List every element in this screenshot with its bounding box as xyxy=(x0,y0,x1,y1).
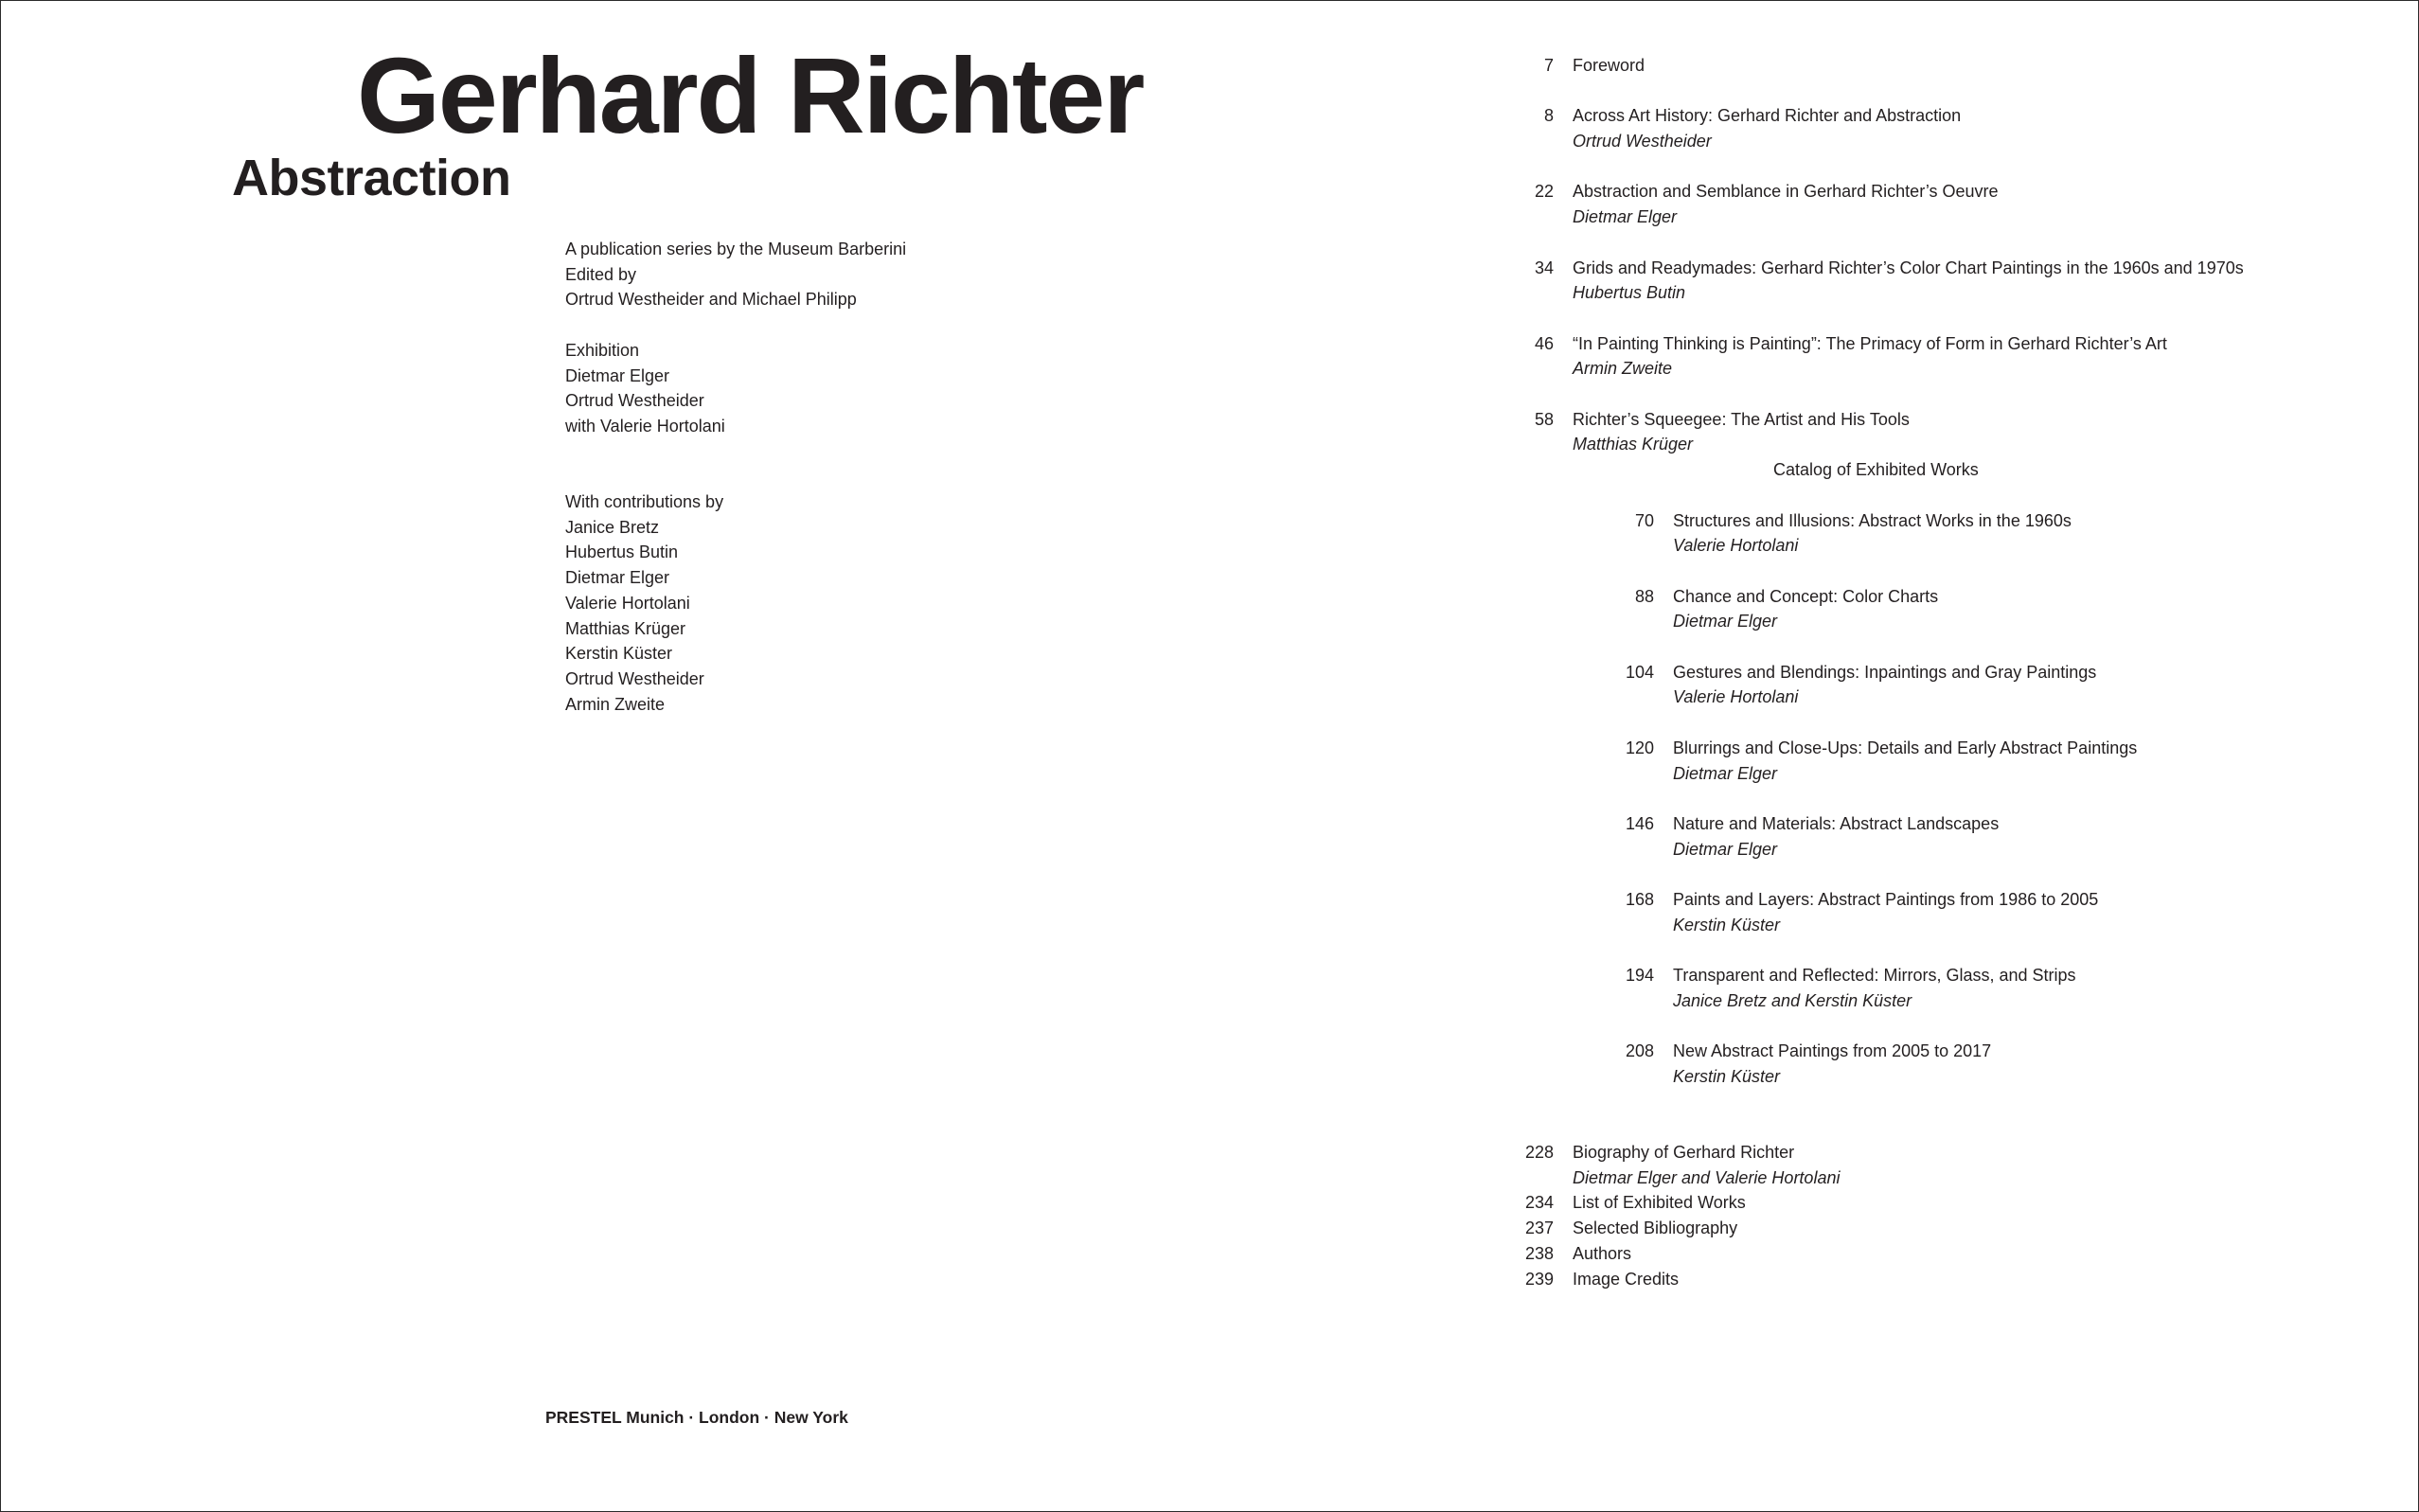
toc-page-number: 239 xyxy=(1524,1269,1554,1289)
contributor-name: Matthias Krüger xyxy=(565,618,686,638)
toc-title: “In Painting Thinking is Painting”: The Primacy of Form in Gerhard Richter’s Art xyxy=(1573,333,2167,353)
toc-entry xyxy=(1607,887,2358,937)
toc-entry xyxy=(1506,1267,2358,1292)
toc-page-number: 194 xyxy=(1625,966,1654,986)
contributor-name: Armin Zweite xyxy=(565,694,666,714)
toc-author: Janice Bretz and Kerstin Küster xyxy=(1673,990,1912,1010)
toc-title: Across Art History: Gerhard Richter and Abstraction xyxy=(1573,106,1962,126)
toc-author: Valerie Hortolani xyxy=(1673,536,1799,556)
toc-title: Grids and Readymades: Gerhard Richter’s Color Chart Paintings in the 1960s and 1970s xyxy=(1573,258,2244,277)
toc-author: Armin Zweite xyxy=(1573,359,1673,379)
toc-entry xyxy=(1607,811,2358,862)
toc-title: Biography of Gerhard Richter xyxy=(1573,1143,1795,1163)
toc-page-number: 58 xyxy=(1534,409,1554,429)
toc-catalog xyxy=(1607,457,2358,1089)
contributor-name: Hubertus Butin xyxy=(565,543,679,562)
toc-author: Matthias Krüger xyxy=(1573,435,1694,454)
credits-block xyxy=(565,237,1285,717)
toc-author: Dietmar Elger xyxy=(1673,763,1778,783)
toc-page-number: 8 xyxy=(1543,106,1554,126)
toc-entry xyxy=(1506,331,2358,382)
toc-title: Transparent and Reflected: Mirrors, Glass, and Strips xyxy=(1673,966,2076,986)
toc-entry xyxy=(1607,584,2358,634)
toc-page-number: 234 xyxy=(1524,1193,1554,1213)
contributor-name: Valerie Hortolani xyxy=(565,593,690,613)
toc-title: Abstraction and Semblance in Gerhard Richter’s Oeuvre xyxy=(1573,182,1999,202)
toc-title: Image Credits xyxy=(1573,1269,1680,1289)
contributor-name: Janice Bretz xyxy=(565,517,660,537)
toc-entry xyxy=(1506,53,2358,79)
toc-author: Hubertus Butin xyxy=(1573,283,1686,303)
toc-title: Nature and Materials: Abstract Landscapes xyxy=(1673,813,2000,833)
exhibition-name: Dietmar Elger xyxy=(565,365,670,385)
toc-page-number: 208 xyxy=(1625,1041,1654,1061)
toc-entry xyxy=(1506,1140,2358,1190)
toc-entry xyxy=(1506,179,2358,229)
toc-entry xyxy=(1607,508,2358,559)
contributor-name: Ortrud Westheider xyxy=(565,668,704,688)
toc-page-number: 120 xyxy=(1625,738,1654,757)
edited-by-label: Edited by xyxy=(565,264,637,284)
toc-title: Foreword xyxy=(1573,56,1645,75)
toc-entry xyxy=(1506,1241,2358,1267)
contributor-name: Dietmar Elger xyxy=(565,568,670,588)
toc-title: New Abstract Paintings from 2005 to 2017 xyxy=(1673,1041,1992,1061)
toc-title: Chance and Concept: Color Charts xyxy=(1673,586,1939,606)
toc-page-number: 168 xyxy=(1625,890,1654,910)
toc-page-number: 146 xyxy=(1625,813,1654,833)
catalog-heading: Catalog of Exhibited Works xyxy=(1773,460,1979,480)
toc-appendix xyxy=(1506,1140,2358,1291)
toc-entry xyxy=(1506,103,2358,153)
toc-author: Valerie Hortolani xyxy=(1673,687,1799,707)
toc-title: List of Exhibited Works xyxy=(1573,1193,1746,1213)
toc-entry xyxy=(1506,407,2358,457)
contributor-name: Kerstin Küster xyxy=(565,644,673,664)
toc-entry xyxy=(1607,963,2358,1013)
toc-entry xyxy=(1607,736,2358,786)
toc-entry xyxy=(1607,1039,2358,1089)
toc-title: Paints and Layers: Abstract Paintings from 1986 to 2005 xyxy=(1673,890,2099,910)
toc-author: Dietmar Elger xyxy=(1673,839,1778,859)
toc-title: Authors xyxy=(1573,1243,1632,1263)
toc-author: Kerstin Küster xyxy=(1673,915,1781,934)
toc-page-number: 238 xyxy=(1524,1243,1554,1263)
book-title: Gerhard Richter xyxy=(357,36,1144,155)
toc-author: Dietmar Elger xyxy=(1573,207,1678,227)
toc-page-number: 7 xyxy=(1543,56,1554,75)
toc-entry xyxy=(1506,256,2358,306)
toc-author: Dietmar Elger xyxy=(1673,612,1778,631)
table-of-contents xyxy=(1506,53,2358,1291)
toc-page-number: 88 xyxy=(1634,586,1654,606)
contributions-label: With contributions by xyxy=(565,492,724,511)
toc-page-number: 70 xyxy=(1634,510,1654,530)
toc-title: Gestures and Blendings: Inpaintings and Gray Paintings xyxy=(1673,662,2097,682)
toc-essays xyxy=(1506,53,2358,457)
toc-entry xyxy=(1607,660,2358,710)
toc-page-number: 46 xyxy=(1534,333,1554,353)
book-subtitle: Abstraction xyxy=(232,150,511,206)
exhibition-name: Ortrud Westheider xyxy=(565,391,704,411)
toc-title: Selected Bibliography xyxy=(1573,1218,1738,1238)
publisher-imprint: PRESTEL Munich · London · New York xyxy=(545,1408,848,1427)
toc-entry xyxy=(1506,1190,2358,1216)
toc-page-number: 34 xyxy=(1534,258,1554,277)
editors-line: Ortrud Westheider and Michael Philipp xyxy=(565,290,857,310)
toc-title: Blurrings and Close-Ups: Details and Early Abstract Paintings xyxy=(1673,738,2138,757)
toc-page-number: 237 xyxy=(1524,1218,1554,1238)
toc-author: Ortrud Westheider xyxy=(1573,132,1712,151)
exhibition-label: Exhibition xyxy=(565,340,640,360)
toc-page-number: 22 xyxy=(1534,182,1554,202)
toc-page-number: 104 xyxy=(1625,662,1654,682)
toc-entry xyxy=(1506,1216,2358,1241)
toc-title: Structures and Illusions: Abstract Works in the 1960s xyxy=(1673,510,2072,530)
toc-author: Kerstin Küster xyxy=(1673,1066,1781,1086)
toc-title: Richter’s Squeegee: The Artist and His Tools xyxy=(1573,409,1910,429)
toc-page-number: 228 xyxy=(1524,1143,1554,1163)
exhibition-name: with Valerie Hortolani xyxy=(565,416,725,436)
toc-author: Dietmar Elger and Valerie Hortolani xyxy=(1573,1167,1841,1187)
series-line: A publication series by the Museum Barberini xyxy=(565,240,907,258)
